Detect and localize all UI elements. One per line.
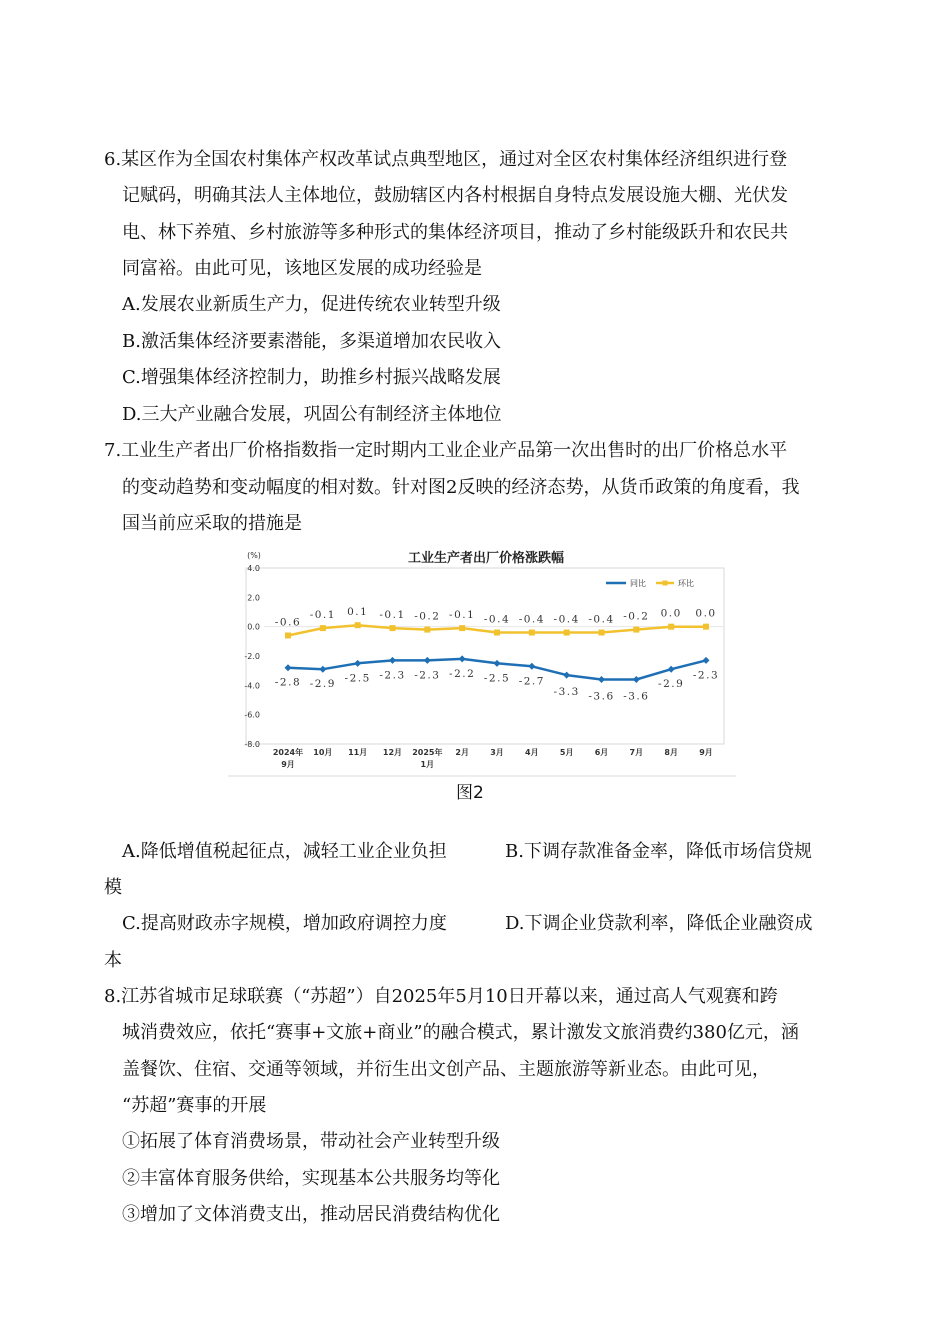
q6-stem-line-3: 电、林下养殖、乡村旅游等多种形式的集体经济项目，推动了乡村能级跃升和农民共 (122, 222, 788, 243)
y-unit-label: (%) (247, 551, 261, 560)
x-tick-label: 8月 (664, 748, 678, 757)
data-label: -0.1 (309, 609, 336, 622)
q7-stem-line-3: 国当前应采取的措施是 (122, 513, 302, 534)
data-label: -0.1 (449, 609, 476, 622)
data-point-huanbi (564, 630, 570, 636)
data-label: -2.3 (379, 669, 406, 682)
q7-option-d: D.下调企业贷款利率，降低企业融资成 (505, 913, 813, 934)
y-tick-label: 0.0 (247, 622, 260, 632)
data-label: -0.1 (379, 609, 406, 622)
q8-stem-line-3: 盖餐饮、住宿、交通等领域，并衍生出文创产品、主题旅游等新业态。由此可见， (122, 1059, 770, 1080)
data-point-huanbi (459, 625, 465, 631)
q6-option-b: B.激活集体经济要素潜能，多渠道增加农民收入 (122, 331, 501, 352)
y-tick-label: -2.0 (244, 652, 260, 661)
data-label: -2.3 (692, 669, 720, 682)
legend-label-huanbi: 环比 (678, 579, 694, 588)
x-tick-label: 5月 (559, 748, 574, 757)
q8-stem-line-2: 城消费效应，依托“赛事+文旅+商业”的融合模式，累计激发文旅消费约380亿元，涵 (122, 1022, 799, 1043)
data-point-huanbi (494, 630, 500, 636)
data-label: -0.4 (483, 613, 511, 626)
data-label: -3.3 (553, 686, 580, 699)
data-point-huanbi (668, 624, 674, 630)
data-label: -0.4 (588, 613, 615, 626)
x-tick-label: 2025年 (412, 748, 443, 757)
data-label: -2.9 (658, 678, 685, 691)
q7-option-d-continuation: 本 (104, 950, 122, 971)
q8-item-2: ②丰富体育服务供给，实现基本公共服务均等化 (122, 1168, 500, 1189)
q6-option-d: D.三大产业融合发展，巩固公有制经济主体地位 (122, 404, 502, 425)
x-tick-label: 11月 (348, 748, 368, 757)
data-label: -0.4 (553, 613, 580, 626)
x-tick-label: 2024年 (272, 748, 304, 757)
data-label: -0.2 (623, 610, 650, 623)
data-label: -2.9 (309, 678, 336, 691)
legend-marker-huanbi (663, 581, 668, 586)
data-label: -2.8 (274, 676, 302, 689)
q7-stem-line-1: 7.工业生产者出厂价格指数指一定时期内工业企业产品第一次出售时的出厂价格总水平 (104, 440, 788, 461)
q7-option-b-continuation: 模 (104, 877, 122, 898)
y-tick-label: -8.0 (244, 740, 260, 749)
q8-item-1: ①拓展了体育消费场景，带动社会产业转型升级 (122, 1131, 500, 1152)
data-label: -2.3 (414, 669, 441, 682)
y-tick-label: -4.0 (244, 681, 260, 691)
x-tick-label: 3月 (490, 748, 504, 757)
q8-item-3: ③增加了文体消费支出，推动居民消费结构优化 (122, 1204, 500, 1225)
data-point-huanbi (390, 625, 396, 631)
data-point-huanbi (424, 627, 430, 633)
q7-option-c: C.提高财政赤字规模，增加政府调控力度 (122, 913, 447, 934)
chart-title: 工业生产者出厂价格涨跌幅 (407, 551, 565, 566)
q7-stem-line-2: 的变动趋势和变动幅度的相对数。针对图2反映的经济态势，从货币政策的角度看，我 (122, 477, 800, 498)
data-label: -2.5 (344, 672, 371, 685)
x-tick-label: 1月 (420, 760, 435, 769)
x-tick-label: 6月 (594, 748, 609, 757)
x-tick-label: 10月 (313, 748, 333, 757)
data-label: -2.7 (518, 675, 545, 688)
x-tick-label: 4月 (525, 748, 539, 757)
x-tick-label: 9月 (699, 748, 713, 757)
data-label: -3.6 (623, 690, 650, 703)
data-label: -0.2 (414, 610, 441, 623)
y-tick-label: 2.0 (247, 593, 260, 603)
y-tick-label: 4.0 (247, 564, 260, 573)
data-point-huanbi (355, 622, 361, 628)
data-label: 0.0 (695, 607, 717, 620)
data-label: -2.2 (449, 667, 476, 680)
q6-stem-line-4: 同富裕。由此可见，该地区发展的成功经验是 (122, 258, 482, 279)
legend-label-tongbi: 同比 (630, 579, 646, 588)
data-point-huanbi (320, 625, 326, 631)
data-label: 0.0 (660, 607, 682, 620)
ppi-chart-svg (228, 540, 736, 778)
q7-option-a: A.降低增值税起征点，减轻工业企业负担 (122, 841, 447, 862)
plot-frame (246, 568, 724, 744)
data-label: 0.1 (347, 606, 369, 619)
figure-caption: 图2 (456, 783, 484, 803)
x-tick-label: 7月 (629, 748, 644, 757)
x-tick-label: 2月 (455, 748, 469, 757)
q6-option-c: C.增强集体经济控制力，助推乡村振兴战略发展 (122, 367, 501, 388)
x-tick-label: 12月 (382, 748, 403, 757)
q6-stem-line-1: 6.某区作为全国农村集体产权改革试点典型地区，通过对全区农村集体经济组织进行登 (104, 149, 788, 170)
ppi-chart (228, 540, 736, 778)
data-point-huanbi (599, 630, 605, 636)
data-label: -0.4 (518, 613, 545, 626)
data-label: -0.6 (274, 616, 302, 629)
data-point-huanbi (529, 630, 535, 636)
data-label: -3.6 (588, 690, 615, 703)
data-label: -2.5 (483, 672, 511, 685)
data-point-huanbi (703, 624, 709, 630)
q8-stem-line-4: “苏超”赛事的开展 (122, 1095, 267, 1116)
y-tick-label: -6.0 (244, 710, 260, 720)
q6-stem-line-2: 记赋码，明确其法人主体地位，鼓励辖区内各村根据自身特点发展设施大棚、光伏发 (122, 185, 788, 206)
q7-option-b: B.下调存款准备金率，降低市场信贷规 (505, 841, 812, 862)
q8-stem-line-1: 8.江苏省城市足球联赛（“苏超”）自2025年5月10日开幕以来，通过高人气观赛和跨 (104, 986, 778, 1007)
data-point-huanbi (285, 632, 291, 638)
x-tick-label: 9月 (281, 760, 295, 769)
data-point-huanbi (633, 627, 639, 633)
q6-option-a: A.发展农业新质生产力，促进传统农业转型升级 (122, 294, 501, 315)
